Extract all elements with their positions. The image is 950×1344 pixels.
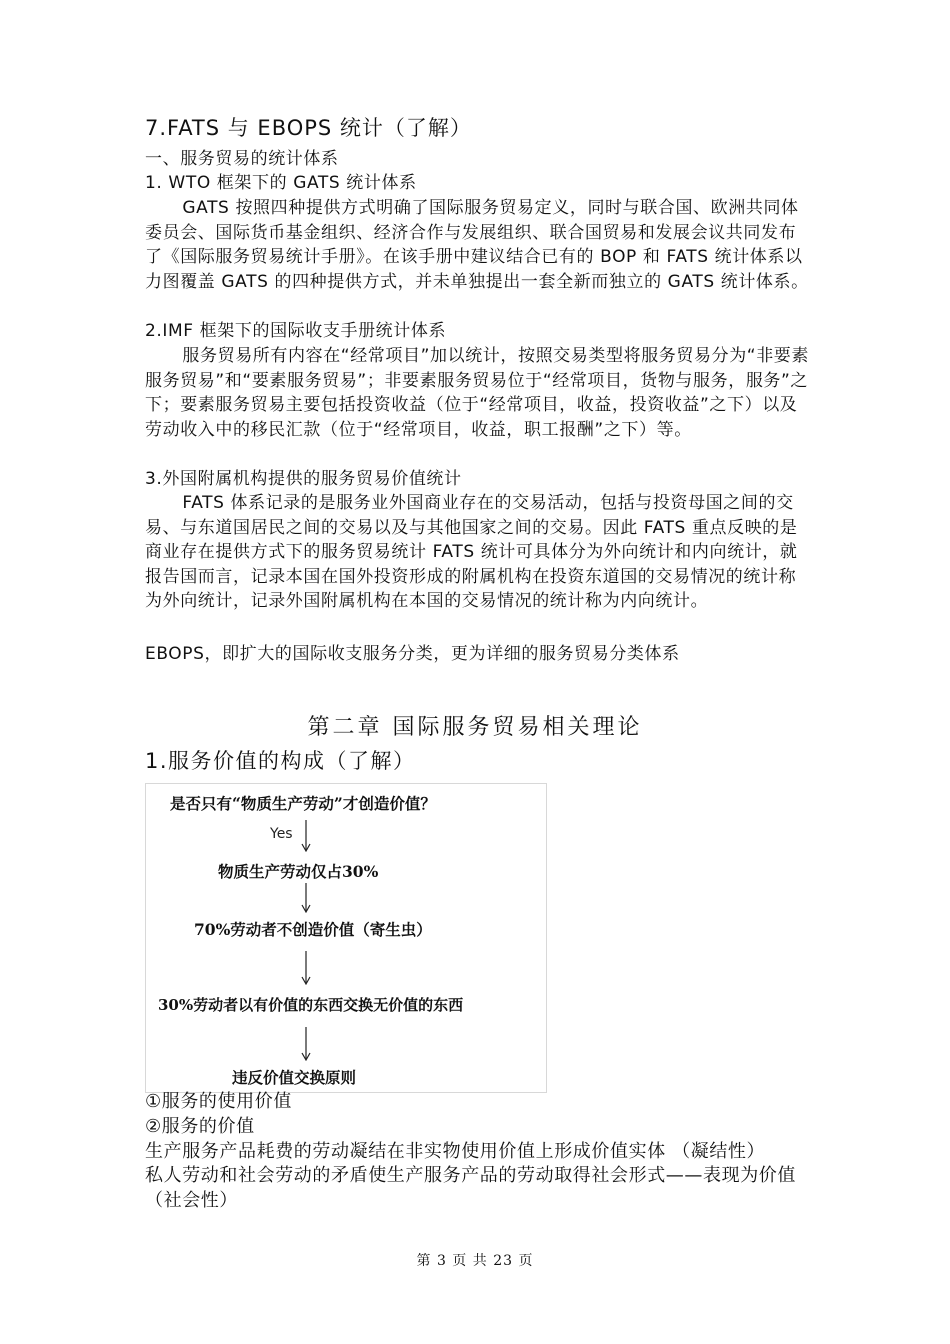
list-item-use-value: ①服务的使用价值 <box>145 1091 292 1112</box>
diagram-step-4: 违反价值交换原则 <box>232 1068 357 1087</box>
section-title-2: 1.服务价值的构成（了解） <box>145 749 416 773</box>
subheading: 一、服务贸易的统计体系 <box>145 149 339 169</box>
down-arrow-icon <box>300 883 312 913</box>
page-number: 第 3 页 共 23 页 <box>416 1253 534 1269</box>
value-line-1: 生产服务产品耗费的劳动凝结在非实物使用价值上形成价值实体 （凝结性） <box>145 1141 766 1162</box>
chapter-title: 第二章 国际服务贸易相关理论 <box>307 715 643 740</box>
item-title-3: 3.外国附属机构提供的服务贸易价值统计 <box>145 469 462 489</box>
down-arrow-icon <box>300 951 312 985</box>
paragraph-3: FATS 体系记录的是服务业外国商业存在的交易活动，包括与投资母国之间的交易、与东道国居民之间的交易以及与其他国家之间的交易。因此 FATS 重点反映的是商业存在提供方式下的服务贸易统计 FATS 统计可具体分为外向统计和内向统计，就报告国而言，记录本国在国外投资形成的附属机构在投资东道国的交易情况的统计称为外向统计，记录外国附属机构在本国的交易情况的统计称为内向统计。 <box>145 493 798 611</box>
list-item-value: ②服务的价值 <box>145 1116 255 1137</box>
section-title: 7.FATS 与 EBOPS 统计（了解） <box>145 116 472 140</box>
diagram-question: 是否只有“物质生产劳动”才创造价值？ <box>170 794 436 813</box>
item-title-2: 2.IMF 框架下的国际收支手册统计体系 <box>145 321 447 341</box>
diagram-step-1: 物质生产劳动仅占30% <box>218 862 379 881</box>
item-title-1: 1. WTO 框架下的 GATS 统计体系 <box>145 173 417 193</box>
diagram-step-3: 30%劳动者以有价值的东西交换无价值的东西 <box>158 996 464 1014</box>
down-arrow-icon <box>300 820 312 852</box>
diagram-yes-label: Yes <box>270 826 293 842</box>
value-line-2: 私人劳动和社会劳动的矛盾使生产服务产品的劳动取得社会形式——表现为价值 （社会性） <box>145 1165 796 1211</box>
value-flow-diagram <box>145 783 547 1093</box>
down-arrow-icon <box>300 1027 312 1061</box>
diagram-step-2: 70%劳动者不创造价值（寄生虫） <box>194 920 432 939</box>
ebops-line: EBOPS，即扩大的国际收支服务分类，更为详细的服务贸易分类体系 <box>145 644 680 664</box>
paragraph-2: 服务贸易所有内容在“经常项目”加以统计，按照交易类型将服务贸易分为“非要素服务贸易”和“要素服务贸易”；非要素服务贸易位于“经常项目，货物与服务，服务”之下；要素服务贸易主要包括投资收益（位于“经常项目，收益，投资收益”之下）以及劳动收入中的移民汇款（位于“经常项目，收益，职工报酬”之下）等。 <box>145 346 810 440</box>
paragraph-1: GATS 按照四种提供方式明确了国际服务贸易定义，同时与联合国、欧洲共同体委员会、国际货币基金组织、经济合作与发展组织、联合国贸易和发展会议共同发布了《国际服务贸易统计手册》。在该手册中建议结合已有的 BOP 和 FATS 统计体系以力图覆盖 GATS 的四种提供方式，并未单独提出一套全新而独立的 GATS 统计体系。 <box>145 198 809 292</box>
